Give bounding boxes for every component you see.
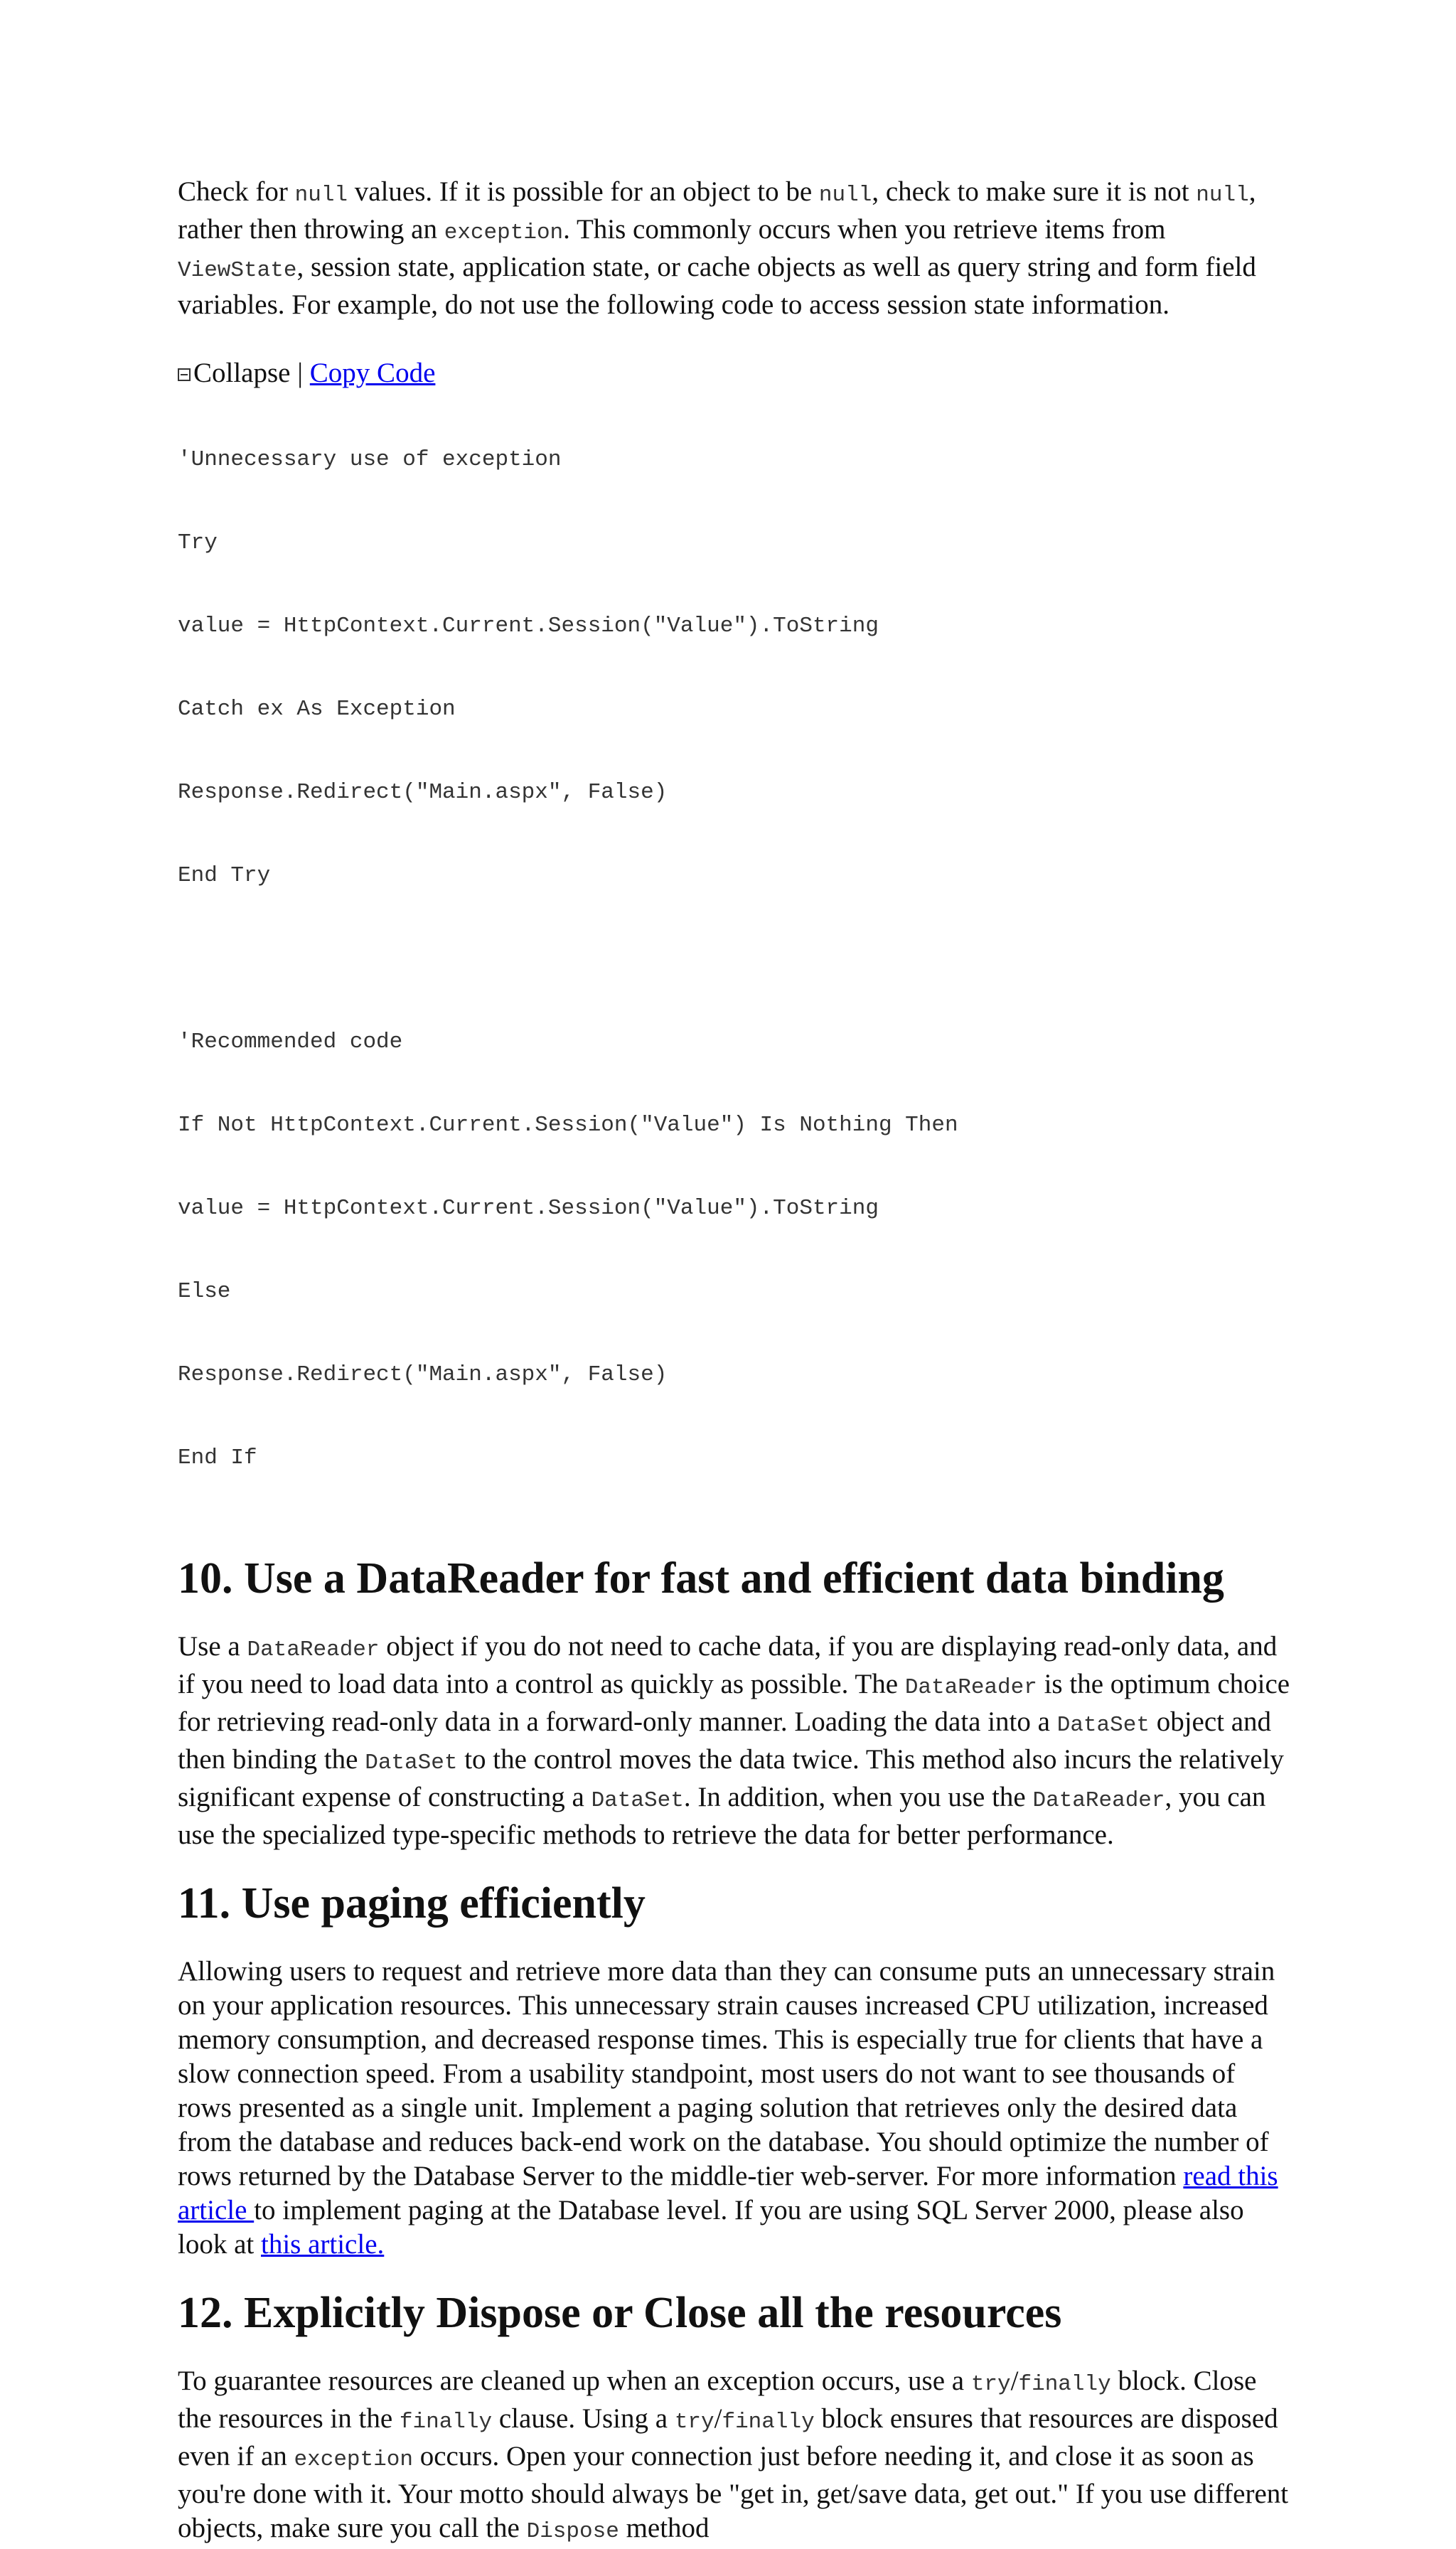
toolbar-separator: | — [290, 358, 310, 388]
inline-code: null — [1196, 183, 1249, 208]
code-line: Try — [178, 530, 218, 555]
text: to implement paging at the Database level. If you are using SQL Server 2000, please also look at — [178, 2195, 1244, 2260]
code-line: 'Recommended code — [178, 1030, 403, 1054]
section-heading-11: 11. Use paging efficiently — [178, 1879, 646, 1928]
text: / — [714, 2403, 722, 2434]
section-heading-10: 10. Use a DataReader for fast and efficient data binding — [178, 1554, 1224, 1603]
code-block — [178, 390, 1294, 1527]
text: To guarantee resources are cleaned up when an exception occurs, use a — [178, 2366, 971, 2396]
code-line: Response.Redirect("Main.aspx", False) — [178, 780, 668, 805]
code-line: Else — [178, 1279, 231, 1304]
section-12-paragraph — [178, 2364, 1294, 2549]
inline-code: DataReader — [247, 1637, 380, 1662]
text: to the control moves the data twice. This method also incurs the relatively significant expense of constructing a — [178, 1744, 1284, 1812]
inline-code: finally — [399, 2410, 493, 2435]
section-heading-12: 12. Explicitly Dispose or Close all the resources — [178, 2289, 1062, 2337]
section-10-paragraph — [178, 1630, 1294, 1852]
copy-code-link[interactable]: Copy Code — [309, 358, 436, 388]
document-page — [178, 175, 1294, 2549]
inline-code: exception — [294, 2447, 413, 2472]
read-this-article-link[interactable]: read this article — [178, 2161, 1278, 2225]
inline-code: finally — [722, 2410, 815, 2435]
inline-code: DataReader — [904, 1675, 1037, 1700]
text: , you can use the specialized type-specific methods to retrieve the data for better performance. — [178, 1782, 1266, 1850]
text: block ensures that resources are disposed even if an — [178, 2403, 1278, 2471]
code-line: End Try — [178, 863, 271, 888]
code-line: If Not HttpContext.Current.Session("Value") Is Nothing Then — [178, 1113, 958, 1138]
inline-code: DataReader — [1032, 1788, 1165, 1813]
inline-code: try — [970, 2372, 1011, 2397]
inline-code: null — [818, 183, 872, 208]
code-toolbar — [178, 356, 1294, 390]
inline-code: exception — [444, 220, 564, 245]
code-line: value = HttpContext.Current.Session("Value").ToString — [178, 614, 879, 638]
text: . In addition, when you use the — [683, 1782, 1033, 1812]
code-line: value = HttpContext.Current.Session("Value").ToString — [178, 1196, 879, 1221]
text: , session state, application state, or cache objects as well as query string and form field variables. For example, do not use the following code to access session state information. — [178, 252, 1256, 320]
inline-code: finally — [1018, 2372, 1111, 2397]
inline-code: DataSet — [591, 1788, 684, 1813]
text: , rather then throwing an — [178, 176, 1256, 245]
collapse-box-icon[interactable] — [178, 368, 191, 381]
code-line: Response.Redirect("Main.aspx", False) — [178, 1362, 668, 1387]
text: / — [1010, 2366, 1019, 2396]
this-article-link[interactable]: this article. — [260, 2229, 385, 2260]
section-11-paragraph — [178, 1955, 1294, 2262]
code-line: 'Unnecessary use of exception — [178, 447, 562, 472]
inline-code: DataSet — [365, 1751, 458, 1775]
text: , check to make sure it is not — [872, 176, 1197, 207]
text: Allowing users to request and retrieve more data than they can consume puts an unnecessary strain on your application resources. This unnecessary strain causes increased CPU utilization, increased memory consumption, and decreased response times. This is especially true for clients that have a slow connection speed. From a usability standpoint, most users do not want to see thousands of rows presented as a single unit. Implement a paging solution that retrieves only the desired data from the database and reduces back-end work on the database. You should optimize the number of rows returned by the Database Server to the middle-tier web-server. For more information — [178, 1956, 1275, 2191]
text: is the optimum choice for retrieving read-only data in a forward-only manner. Loading the data into a — [178, 1669, 1290, 1737]
text: Check for — [178, 176, 295, 207]
text: method — [619, 2513, 710, 2543]
code-line: End If — [178, 1445, 257, 1470]
inline-code: ViewState — [178, 258, 297, 283]
code-line: Catch ex As Exception — [178, 697, 456, 722]
text: clause. Using a — [492, 2403, 675, 2434]
text: . This commonly occurs when you retrieve items from — [563, 214, 1166, 245]
collapse-toggle[interactable]: Collapse — [193, 358, 291, 388]
inline-code: null — [294, 183, 348, 208]
text: object if you do not need to cache data, if you are displaying read-only data, and if you need to load data into a control as quickly as possible. The — [178, 1631, 1278, 1699]
code-line-blank — [178, 945, 1294, 973]
text: object and then binding the — [178, 1706, 1272, 1775]
text: occurs. Open your connection just before needing it, and close it as soon as you're done with it. Your motto should always be "get in, get/save data, get out." If you use different objects, make sure you call the — [178, 2441, 1289, 2543]
inline-code: DataSet — [1056, 1713, 1150, 1738]
inline-code: Dispose — [526, 2519, 619, 2544]
inline-code: try — [674, 2410, 714, 2435]
text: block. Close the resources in the — [178, 2366, 1257, 2434]
intro-paragraph — [178, 175, 1294, 322]
text: Use a — [178, 1631, 247, 1662]
text: values. If it is possible for an object to be — [348, 176, 819, 207]
